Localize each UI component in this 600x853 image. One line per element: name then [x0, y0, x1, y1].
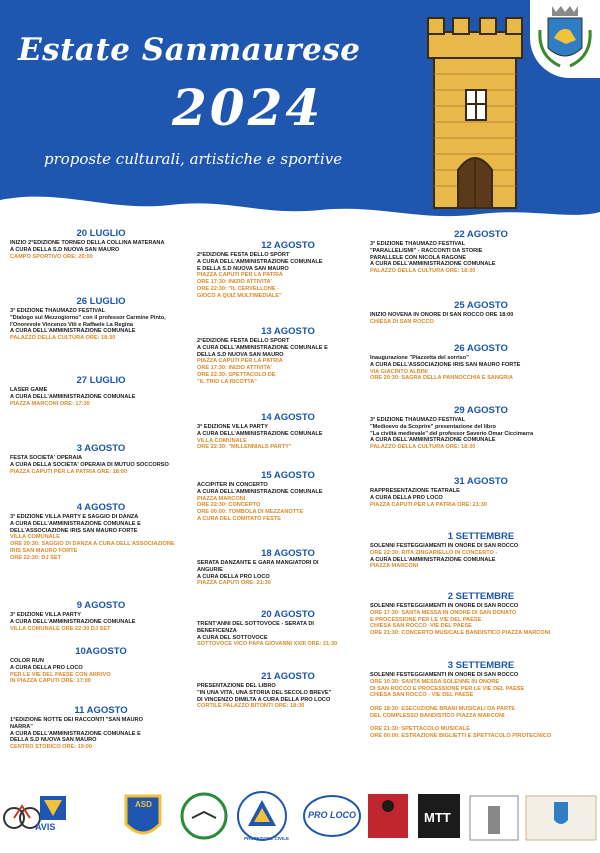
- comitato-logo-icon: [470, 796, 518, 840]
- event-date: 4 AGOSTO: [76, 502, 126, 513]
- event-block: [370, 300, 592, 326]
- event-date: 31 AGOSTO: [454, 476, 508, 487]
- event-venue-line: ORE 20:30: SAGRA DELLA PANNOCCHIA E SANGRIA: [370, 375, 513, 382]
- event-detail-line: 3° EDIZIONE VILLA PARTY: [10, 612, 81, 618]
- event-date: 13 AGOSTO: [261, 326, 315, 337]
- handshake-logo-icon: [182, 794, 226, 838]
- event-detail-line: NARRA": [10, 723, 33, 730]
- event-venue-line: ORE 22:30: "IL CERVELLONE -: [197, 285, 280, 292]
- event-detail-line: 3° EDIZIONE THAUMAZO FESTIVAL: [370, 241, 466, 247]
- event-detail-line: Inaugurazione "Piazzetta del sorriso": [370, 355, 469, 361]
- event-venue-line: PIAZZA MARCONI: [197, 495, 246, 502]
- avis-logo-icon: [40, 796, 66, 820]
- protezione-civile-logo-icon: [238, 792, 286, 840]
- event-detail-line: A CURA DELL'AMMINISTRAZIONE COMUNALE: [10, 618, 136, 625]
- event-block: [10, 600, 192, 632]
- event-venue-line: ORE 17:30: INIZIO ATTIVITA': [197, 279, 272, 286]
- event-detail-line: PARALLELE CON NICOLA RAGONE: [370, 254, 467, 261]
- event-venue-line: DI SAN ROCCO E PROCESSIONE PER LE VIE DEL PAESE: [370, 685, 525, 692]
- event-detail-line: "IN UNA VITA, UNA STORIA DEL SECOLO BREVE": [197, 689, 332, 696]
- event-detail-line: A CURA DELL'AMMINISTRAZIONE COMUNALE: [370, 556, 496, 563]
- event-date: 29 AGOSTO: [454, 405, 508, 416]
- event-block: [370, 229, 592, 275]
- event-detail-line: COLOR RUN: [10, 658, 44, 664]
- protezione-civile-label: PROTEZIONE CIVILE: [244, 836, 290, 841]
- event-venue-line: ORE 22:30: CONCERTO: [197, 502, 261, 509]
- event-date: 20 AGOSTO: [261, 609, 315, 620]
- event-detail-line: 2°EDIZIONE FESTA DELLO SPORT: [197, 338, 290, 344]
- title-line2: 2024: [172, 78, 324, 137]
- event-venue-line: ORE 20:30: SAGGIO DI DANZA A CURA DELL'ASSOCIAZIONE: [10, 541, 175, 548]
- event-detail-line: 3° EDIZIONE THAUMAZO FESTIVAL: [370, 417, 466, 423]
- event-detail-line: A CURA DELLA SOCIETA' OPERAIA DI MUTUO SOCCORSO: [10, 461, 169, 468]
- event-detail-line: l'Onorevole Vincenzo Viti e Raffaele La Regina: [10, 321, 133, 328]
- event-date: 3 SETTEMBRE: [447, 660, 515, 671]
- event-venue-line: ORE 10:30: SANTA MESSA SOLENNE IN ONORE: [370, 678, 500, 685]
- event-detail-line: A CURA DELLA S.D NUOVA SAN MAURO: [10, 246, 120, 253]
- event-venue-line: PIAZZA CAPUTI PER LA PATRIA: [197, 272, 283, 279]
- event-venue-line: IN PIAZZA CAPUTI ORE: 17:00: [10, 678, 91, 685]
- event-venue-line: IRIS SAN MAURO FORTE: [10, 547, 78, 554]
- event-detail-line: A CURA DELLA PRO LOCO: [10, 664, 83, 671]
- event-block: [197, 240, 379, 300]
- event-date: 21 AGOSTO: [261, 671, 315, 682]
- event-block: [370, 531, 592, 570]
- event-detail-line: A CURA DELL'ASSOCIAZIONE IRIS SAN MAURO FORTE: [370, 361, 521, 368]
- crest-icon: [530, 0, 600, 78]
- event-detail-line: INIZIO 2°EDIZIONE TORNEO DELLA COLLINA MATERANA: [10, 240, 165, 246]
- event-venue-line: CORTILE PALAZZO BITONTI ORE: 18:30: [197, 703, 305, 710]
- subtitle: proposte culturali, artistiche e sportive: [44, 150, 343, 168]
- event-date: 18 AGOSTO: [261, 548, 315, 559]
- event-detail-line: ACCIPITER IN CONCERTO: [197, 482, 268, 488]
- event-detail-line: SOLENNI FESTEGGIAMENTI IN ONORE DI SAN ROCCO: [370, 603, 519, 609]
- event-block: [197, 412, 379, 451]
- event-detail-line: A CURA DELL'AMMINISTRAZIONE COMUNALE: [10, 393, 136, 400]
- event-venue-line: PALAZZO DELLA CULTURA ORE: 18:30: [10, 335, 116, 342]
- event-detail-line: A CURA DELL'AMMINISTRAZIONE COMUNALE E: [10, 520, 141, 527]
- title-line1: Estate Sanmaurese: [18, 32, 361, 68]
- event-detail-line: A CURA DELL'AMMINISTRAZIONE COMUNALE: [10, 328, 136, 335]
- event-venue-line: ORE 22:30: "MILLENNIALS PARTY": [197, 444, 292, 451]
- event-block: [370, 660, 592, 740]
- event-venue-line: ORE 22:30: RITA ZINGARIELLO IN CONCERTO -: [370, 549, 498, 556]
- event-date: 20 LUGLIO: [76, 228, 126, 239]
- tower-icon: [420, 12, 530, 212]
- event-date: 26 LUGLIO: [76, 296, 126, 307]
- event-date: 22 AGOSTO: [454, 229, 508, 240]
- comune-logo-icon: [526, 796, 596, 840]
- event-block: [10, 375, 192, 407]
- event-detail-line: PRESENTAZIONE DEL LIBRO: [197, 683, 276, 689]
- event-detail-line: SOLENNI FESTEGGIAMENTI IN ONORE DI SAN ROCCO: [370, 543, 519, 549]
- event-venue-line: "IL TRIO LA RICOTTA": [197, 378, 257, 385]
- event-block: [10, 296, 192, 342]
- event-detail-line: FESTA SOCIETA' OPERAIA: [10, 455, 83, 461]
- event-block: [370, 405, 592, 451]
- event-block: [10, 228, 192, 260]
- event-detail-line: "La civiltà medievale" del professor Saverio Omar Ciccimarra: [370, 430, 534, 437]
- event-venue-line: [370, 720, 592, 727]
- event-date: 12 AGOSTO: [261, 240, 315, 251]
- event-detail-line: A CURA DELL'AMMINISTRAZIONE COMUNALE E: [197, 344, 328, 351]
- event-block: [197, 671, 379, 710]
- event-date: 3 AGOSTO: [76, 443, 126, 454]
- event-detail-line: A CURA DELL'AMMINISTRAZIONE COMUNALE: [197, 488, 323, 495]
- event-date: 1 SETTEMBRE: [447, 531, 515, 542]
- sponsor-logos: [0, 782, 600, 849]
- event-date: 10AGOSTO: [75, 646, 127, 657]
- event-detail-line: SOLENNI FESTEGGIAMENTI IN ONORE DI SAN ROCCO: [370, 672, 519, 678]
- event-block: [370, 343, 592, 382]
- event-venue-line: ORE 00:00: TOMBOLA DI MEZZANOTTE: [197, 509, 304, 516]
- event-venue-line: ORE 21:30: CONCERTO MUSICALE BANDISTICO PIAZZA MARCONI: [370, 630, 551, 637]
- event-block: [197, 609, 379, 648]
- event-venue-line: PIAZZA CAPUTI PER LA PATRIA ORE: 18:00: [10, 468, 127, 475]
- event-venue-line: CHIESA DI SAN ROCCO: [370, 318, 434, 325]
- event-detail-line: E DELLA S.D NUOVA SAN MAURO: [197, 265, 289, 272]
- event-venue-line: ORE 00:00: ESTRAZIONE BIGLIETTI E SPETTACOLO PIROTECNICO: [370, 733, 552, 740]
- event-venue-line: CAMPO SPORTIVO ORE: 20:00: [10, 253, 93, 260]
- event-date: 15 AGOSTO: [261, 470, 315, 481]
- event-detail-line: 2°EDIZIONE FESTA DELLO SPORT: [197, 252, 290, 258]
- event-detail-line: ANGURIE: [197, 566, 223, 573]
- event-detail-line: "Medioevo da Scoprire" presentazione del libro: [370, 423, 496, 430]
- logos-strip: [0, 782, 600, 849]
- event-venue-line: PIAZZA CAPUTI ORE: 21:30: [197, 580, 271, 587]
- event-venue-line: SOTTOVOCE VICO PAPA GIOVANNI XXIII ORE: 21:30: [197, 641, 338, 648]
- event-detail-line: SERATA DANZANTE E GARA MANGIATORI DI: [197, 560, 319, 566]
- event-venue-line: ORE 17:30: SANTA MESSA IN ONORE DI SAN DONATO: [370, 609, 517, 616]
- event-detail-line: 3° EDIZIONE VILLA PARTY E SAGGIO DI DANZA: [10, 514, 139, 520]
- event-venue-line: PIAZZA MARCONI: [370, 563, 419, 570]
- event-venue-line: VILLA COMUNALE ORE 22:30 DJ SET: [10, 625, 111, 632]
- proloco-label: PRO LOCO: [308, 810, 357, 820]
- event-date: 14 AGOSTO: [261, 412, 315, 423]
- event-detail-line: DELL'ASSOCIAZIONE IRIS SAN MAURO FORTE: [10, 527, 138, 534]
- event-venue-line: ORE 22:30: SPETTACOLO DE: [197, 371, 276, 378]
- event-venue-line: PALAZZO DELLA CULTURA ORE: 18:30: [370, 268, 476, 275]
- event-block: [370, 591, 592, 637]
- event-detail-line: TRENT'ANNI DEL SOTTOVOCE - SERATA DI: [197, 621, 314, 627]
- event-date: 2 SETTEMBRE: [447, 591, 515, 602]
- event-block: [197, 326, 379, 386]
- event-detail-line: A CURA DELL'AMMINISTRAZIONE COMUNALE: [370, 437, 496, 444]
- event-venue-line: VILLA COMUNALE: [197, 437, 247, 444]
- event-detail-line: A CURA DELLA PRO LOCO: [370, 494, 443, 501]
- event-venue-line: PALAZZO DELLA CULTURA ORE: 18:30: [370, 444, 476, 451]
- event-detail-line: A CURA DELL'AMMINISTRAZIONE COMUNALE: [197, 258, 323, 265]
- event-detail-line: DELLA S.D NUOVA SAN MAURO: [197, 351, 284, 358]
- event-date: 9 AGOSTO: [76, 600, 126, 611]
- event-detail-line: INIZIO NOVENA IN ONORE DI SAN ROCCO ORE 18:00: [370, 312, 514, 318]
- event-detail-line: "PARALLELISMI" - RACCONTI DA STORIE: [370, 247, 483, 254]
- event-venue-line: ORE 18:30: ESECUZIONE BRANI MUSICALI DA PARTE: [370, 705, 516, 712]
- event-detail-line: A CURA DELL'AMMINISTRAZIONE COMUNALE: [370, 261, 496, 268]
- event-venue-line: ORE 22:30: DJ SET: [10, 554, 61, 561]
- crest-area: [530, 0, 600, 78]
- event-detail-line: 1°EDIZIONE NOTTE DEI RACCONTI "SAN MAURO: [10, 717, 143, 723]
- event-venue-line: CENTRO STORICO ORE: 19:00: [10, 744, 92, 751]
- event-block: [370, 476, 592, 508]
- event-venue-line: ORE 21:30: SPETTACOLO MUSICALE: [370, 726, 470, 733]
- event-detail-line: LASER GAME: [10, 387, 48, 393]
- event-detail-line: A CURA DELLA PRO LOCO: [197, 573, 270, 580]
- header-banner: [0, 0, 600, 232]
- mtt-label: MTT: [424, 810, 451, 825]
- avis-label: AVIS: [35, 822, 56, 832]
- event-detail-line: 3° EDIZIONE VILLA PARTY: [197, 424, 268, 430]
- event-venue-line: VIA GIACINTO ALBINI: [370, 368, 428, 375]
- asd-label: ASD: [135, 800, 152, 809]
- event-block: [197, 470, 379, 523]
- event-detail-line: A CURA DELL'AMMINISTRAZIONE COMUNALE: [197, 430, 323, 437]
- event-date: 25 AGOSTO: [454, 300, 508, 311]
- event-detail-line: RAPPRESENTAZIONE TEATRALE: [370, 488, 460, 494]
- event-date: 11 AGOSTO: [74, 705, 128, 716]
- event-venue-line: PER LE VIE DEL PAESE CON ARRIVO: [10, 671, 111, 678]
- event-venue-line: CHIESA SAN ROCCO - VIE DEL PAESE: [370, 692, 474, 699]
- event-detail-line: A CURA DELL'AMMINISTRAZIONE COMUNALE E: [10, 730, 141, 737]
- event-detail-line: BENEFICENZA: [197, 627, 237, 634]
- event-venue-line: GIOCO A QUIZ MULTIMEDIALE": [197, 292, 282, 299]
- event-venue-line: PIAZZA CAPUTI PER LA PATRIA ORE: 21:30: [370, 501, 487, 508]
- event-venue-line: ORE 17:30: INIZIO ATTIVITA': [197, 365, 272, 372]
- event-venue-line: CHIESA SAN ROCCO -VIE DEL PAESE: [370, 623, 472, 630]
- event-block: [197, 548, 379, 587]
- event-detail-line: DI VINCENZO DIMILTA A CURA DELLA PRO LOCO: [197, 696, 331, 703]
- event-detail-line: A CURA DEL SOTTOVOCE: [197, 634, 268, 641]
- event-venue-line: E PROCESSIONE PER LE VIE DEL PAESE: [370, 616, 482, 623]
- event-date: 26 AGOSTO: [454, 343, 508, 354]
- event-venue-line: PIAZZA MARCONI ORE: 17:30: [10, 400, 90, 407]
- event-block: [10, 502, 192, 562]
- event-venue-line: DEL COMPLESSO BANDISTICO PIAZZA MARCONI: [370, 712, 505, 719]
- event-venue-line: A CURA DEL COMITATO FESTE: [197, 515, 282, 522]
- event-detail-line: 3° EDIZIONE THAUMAZO FESTIVAL: [10, 308, 106, 314]
- event-detail-line: "Dialogo sul Mezzogiorno" con il professor Carmine Pinto,: [10, 314, 166, 321]
- event-date: 27 LUGLIO: [76, 375, 126, 386]
- event-detail-line: DELLA S.D NUOVA SAN MAURO: [10, 737, 97, 744]
- event-venue-line: [370, 699, 592, 706]
- event-block: [10, 646, 192, 685]
- event-venue-line: PIAZZA CAPUTI PER LA PATRIA: [197, 358, 283, 365]
- event-venue-line: VILLA COMUNALE: [10, 534, 60, 541]
- red-figure-logo-icon: [368, 794, 408, 838]
- event-block: [10, 705, 192, 751]
- event-block: [10, 443, 192, 475]
